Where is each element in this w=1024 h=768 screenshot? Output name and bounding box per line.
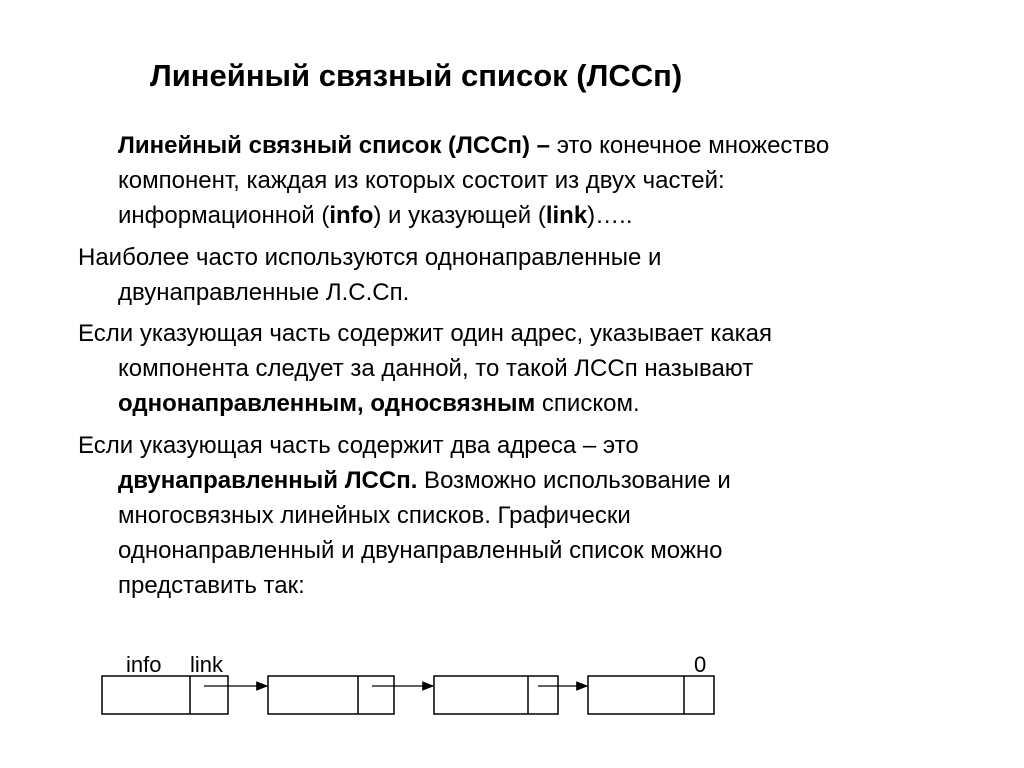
definition-text-a: информационной (: [118, 202, 330, 229]
list-node-1: [102, 676, 228, 714]
definition-text-c: )…..: [587, 202, 633, 229]
info-label: info: [126, 652, 162, 677]
doubly-linked-paragraph: [78, 428, 731, 603]
definition-term: Линейный связный список (ЛССп) –: [118, 132, 551, 159]
singly-line-2: компонента следует за данной, то такой ЛССп называют: [118, 355, 754, 382]
definition-text: это конечное множество: [550, 132, 830, 159]
singly-term: однонаправленным, односвязным: [118, 390, 536, 417]
definition-text-b: ) и указующей (: [373, 202, 546, 229]
doubly-line-1: Если указующая часть содержит два адреса – это: [78, 432, 639, 459]
info-keyword: info: [329, 202, 374, 229]
link-label: link: [190, 652, 224, 677]
doubly-term: двунаправленный ЛССп.: [118, 467, 418, 494]
definition-line-2: компонент, каждая из которых состоит из двух частей:: [118, 167, 725, 194]
list-node-3: [434, 676, 558, 714]
linked-list-diagram: [0, 640, 1024, 750]
definition-line-1: [118, 128, 829, 163]
doubly-line-4: однонаправленный и двунаправленный список можно: [118, 537, 723, 564]
doubly-line-3: многосвязных линейных списков. Графически: [118, 502, 631, 529]
definition-paragraph: [118, 128, 829, 233]
singly-line-3: [78, 386, 772, 421]
singly-linked-paragraph: [78, 316, 772, 421]
doubly-text: Возможно использование и: [417, 467, 731, 494]
usage-line-1: Наиболее часто используются однонаправленные и: [78, 244, 662, 271]
singly-text: списком.: [535, 390, 640, 417]
usage-line-2: двунаправленные Л.С.Сп.: [118, 279, 410, 306]
definition-line-3: [118, 198, 829, 233]
singly-line-1: Если указующая часть содержит один адрес, указывает какая: [78, 320, 773, 347]
null-pointer-label: 0: [694, 652, 707, 677]
doubly-line-2: [78, 463, 731, 498]
list-node-4: [588, 676, 714, 714]
list-node-2: [268, 676, 394, 714]
usage-paragraph: [78, 240, 661, 310]
doubly-line-5: представить так:: [118, 572, 305, 599]
link-keyword: link: [545, 202, 588, 229]
slide-title: Линейный связный список (ЛССп): [150, 58, 683, 93]
